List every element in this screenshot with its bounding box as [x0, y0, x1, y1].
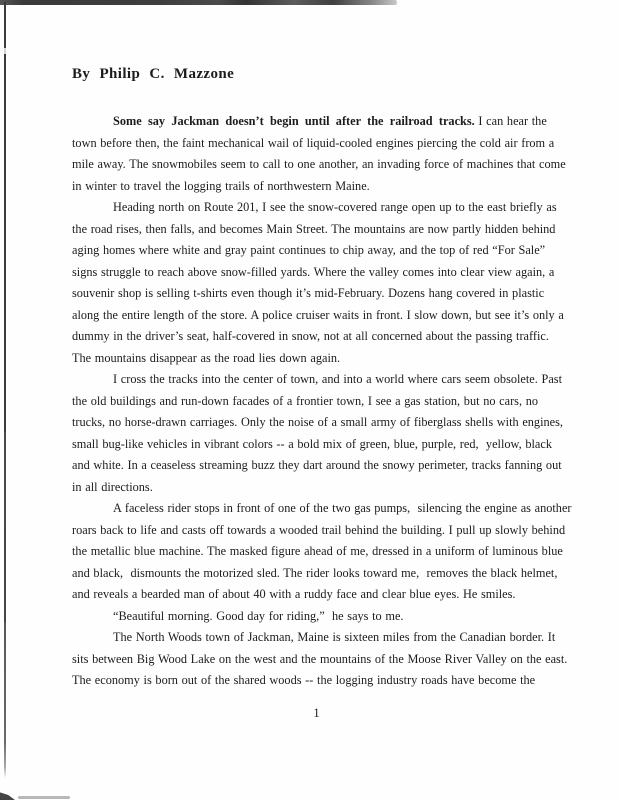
text-line: signs struggle to reach above snow-filled yards. Where the valley comes into clear view again, a	[72, 264, 555, 279]
text-line: along the entire length of the store. A police cruiser waits in front. I slow down, but see it’s only a	[72, 307, 564, 322]
scan-artifact-left-edge-line	[4, 2, 6, 778]
text-line: sits between Big Wood Lake on the west and the mountains of the Moose River Valley on the east.	[72, 651, 568, 666]
text-line: Some say Jackman doesn’t begin until after the railroad tracks. I can hear the	[113, 114, 547, 128]
text-line: trucks, no horse-drawn carriages. Only the noise of a small army of fiberglass shells with engines,	[72, 415, 563, 429]
scan-artifact-corner-mark	[0, 791, 15, 800]
byline: By Philip C. Mazzone	[72, 66, 235, 82]
text-line: and white. In a ceaseless streaming buzz they dart around the snowy perimeter, tracks fanning out	[72, 458, 562, 472]
text-line: town before then, the faint mechanical wail of liquid-cooled engines piercing the cold air from a	[72, 135, 555, 150]
text-line: and reveals a bearded man of about 40 with a ruddy face and clear blue eyes. He smiles.	[72, 587, 516, 601]
page-number: 1	[313, 706, 320, 720]
text-line: “Beautiful morning. Good day for riding,” he says to me.	[113, 608, 404, 623]
body-text	[72, 111, 572, 692]
text-line: mile away. The snowmobiles seem to call to one another, an invading force of machines that come	[72, 157, 566, 171]
text-line: the old buildings and run-down facades of a frontier town, I see a gas station, but no cars, no	[72, 393, 539, 408]
text-line: small bug-like vehicles in vibrant colors -- a bold mix of green, blue, purple, red, yellow, black	[72, 436, 552, 451]
text-line: The economy is born out of the shared woods -- the logging industry roads have become the	[72, 673, 536, 687]
scan-artifact-top-bar	[0, 0, 397, 5]
text-line: the metallic blue machine. The masked figure ahead of me, dressed in a uniform of luminous blue	[72, 544, 563, 558]
text-line: in winter to travel the logging trails of northwestern Maine.	[72, 178, 370, 193]
text-line: The mountains disappear as the road lies down again.	[72, 350, 341, 365]
text-line: and black, dismounts the motorized sled. The rider looks toward me, removes the black helmet,	[72, 565, 558, 580]
text-line: roars back to life and casts off towards a wooded trail behind the building. I pull up slowly behind	[72, 522, 566, 537]
text-line: A faceless rider stops in front of one of the two gas pumps, silencing the engine as another	[113, 501, 572, 515]
scan-artifact-bottom-smudge	[18, 796, 70, 799]
text-line: the road rises, then falls, and becomes Main Street. The mountains are now partly hidden behind	[72, 221, 556, 236]
text-line: aging homes where white and gray paint continues to chip away, and the top of red “For Sale”	[72, 243, 546, 257]
text-line: I cross the tracks into the center of town, and into a world where cars seem obsolete. Past	[113, 372, 562, 386]
text-line: The North Woods town of Jackman, Maine is sixteen miles from the Canadian border. It	[113, 630, 556, 644]
text-line: Heading north on Route 201, I see the snow-covered range open up to the east briefly as	[113, 200, 557, 214]
text-line: in all directions.	[72, 479, 153, 494]
bold-lead-sentence: Some say Jackman doesn’t begin until after the railroad tracks.	[113, 114, 475, 128]
text-line: souvenir shop is selling t-shirts even though it’s mid-February. Dozens hang covered in plastic	[72, 286, 545, 300]
text-line: dummy in the driver’s seat, half-covered in snow, not at all concerned about the passing traffic.	[72, 329, 549, 343]
